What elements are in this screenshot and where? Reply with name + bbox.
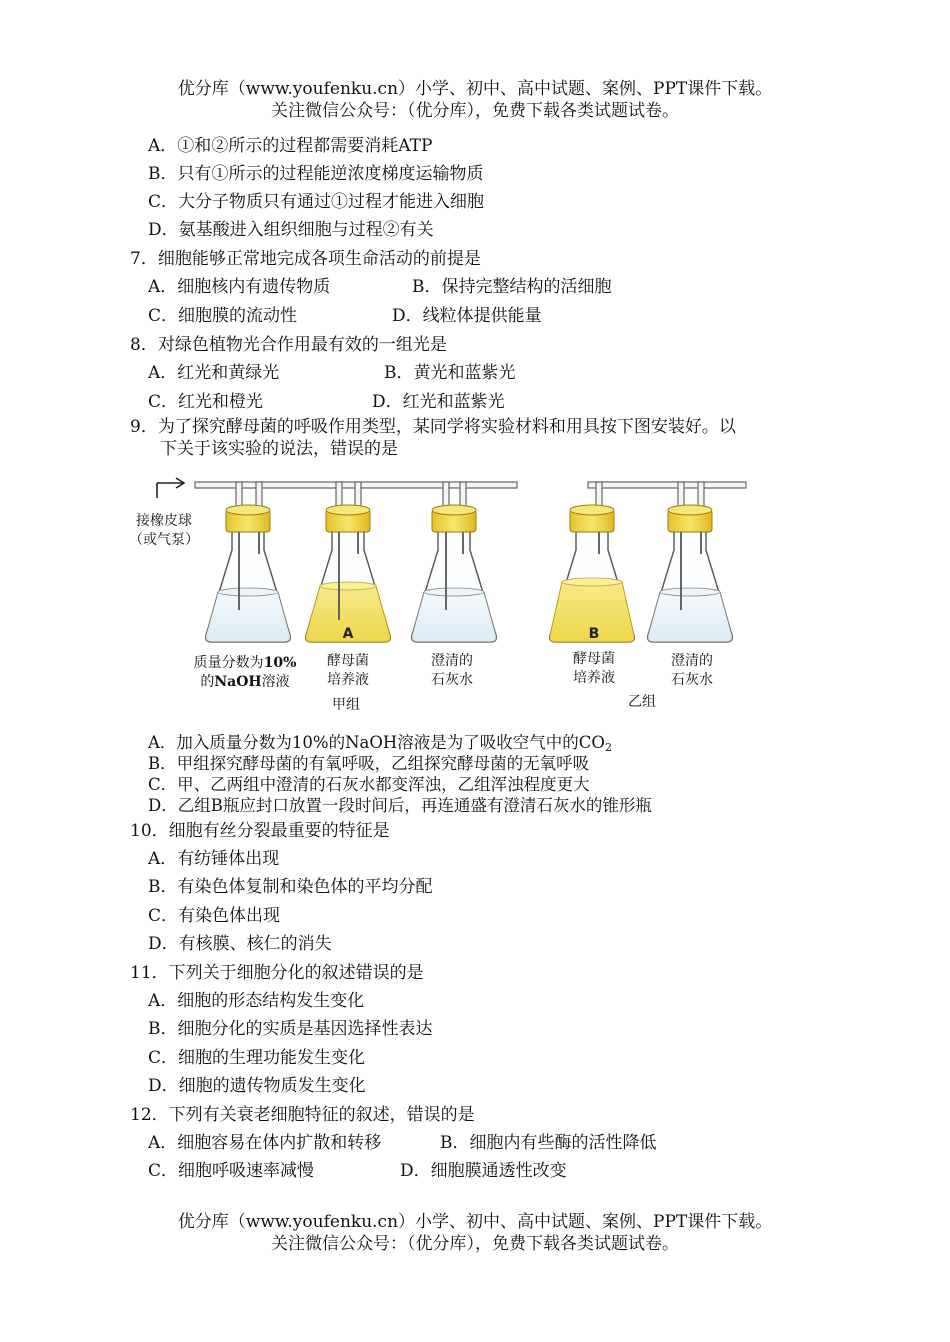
q12-option-a: A．细胞容易在体内扩散和转移 [148,1133,382,1153]
q7-stem: 7．细胞能够正常地完成各项生命活动的前提是 [130,249,481,269]
yeast-a-label-2: 培养液 [327,672,369,688]
q10-stem: 10．细胞有丝分裂最重要的特征是 [130,821,390,841]
flask-a-letter: A [342,626,354,642]
q10-option-d: D．有核膜、核仁的消失 [148,934,332,954]
q9-option-c: C．甲、乙两组中澄清的石灰水都变浑浊，乙组浑浊程度更大 [148,775,590,794]
q10-option-b: B．有染色体复制和染色体的平均分配 [148,877,433,897]
q7-option-d: D．线粒体提供能量 [392,306,542,326]
q11-option-b: B．细胞分化的实质是基因选择性表达 [148,1019,433,1039]
q11-option-a: A．细胞的形态结构发生变化 [148,991,365,1011]
lime-b-label-2: 石灰水 [671,672,713,688]
q9-option-a: A．加入质量分数为10%的NaOH溶液是为了吸收空气中的$CO_2$ [148,733,612,754]
q12-option-b: B．细胞内有些酶的活性降低 [440,1133,657,1153]
group-jia-label: 甲组 [332,697,360,713]
q11-stem: 11．下列关于细胞分化的叙述错误的是 [130,963,424,983]
q8-option-a: A．红光和黄绿光 [148,363,280,383]
q10-option-c: C．有染色体出现 [148,906,281,926]
flask-limewater-jia [412,505,497,642]
q12-option-c: C．细胞呼吸速率减慢 [148,1161,315,1181]
q12-option-d: D．细胞膜通透性改变 [400,1161,567,1181]
flask-b-letter: B [588,626,600,642]
q9-stem-2: 下关于该实验的说法，错误的是 [160,439,398,459]
q8-stem: 8．对绿色植物光合作用最有效的一组光是 [130,335,447,355]
yeast-a-label-1: 酵母菌 [327,653,369,669]
q8-option-c: C．红光和橙光 [148,392,264,412]
q6-option-a: A．①和②所示的过程都需要消耗ATP [148,136,433,156]
q7-option-a: A．细胞核内有遗传物质 [148,277,331,297]
q10-option-a: A．有纺锤体出现 [148,849,280,869]
q8-option-b: B．黄光和蓝紫光 [384,363,516,383]
yeast-b-label-2: 培养液 [573,670,615,686]
flask-limewater-yi [648,505,733,642]
q6-option-c: C．大分子物质只有通过①过程才能进入细胞 [148,192,485,212]
flask-a [306,505,391,642]
footer-line-2: 关注微信公众号：（优分库），免费下载各类试题试卷。 [271,1234,679,1254]
flask-b [550,505,635,642]
footer-line-1: 优分库（www.youfenku.cn）小学、初中、高中试题、案例、PPT课件下载。 [177,1212,773,1232]
q9-stem-1: 9．为了探究酵母菌的呼吸作用类型，某同学将实验材料和用具按下图安装好。以 [130,417,736,437]
lime-a-label-1: 澄清的 [431,653,473,669]
lime-a-label-2: 石灰水 [431,672,473,688]
naoh-label-1: 质量分数为10% [193,655,297,671]
header-line-1: 优分库（www.youfenku.cn）小学、初中、高中试题、案例、PPT课件下载。 [177,79,773,99]
q7-option-c: C．细胞膜的流动性 [148,306,298,326]
arrow-icon [157,478,184,498]
q9-option-d: D．乙组B瓶应封口放置一段时间后，再连通盛有澄清石灰水的锥形瓶 [148,796,652,815]
q7-option-b: B．保持完整结构的活细胞 [412,277,612,297]
q12-stem: 12．下列有关衰老细胞特征的叙述，错误的是 [130,1105,475,1125]
pump-label-2: （或气泵） [129,532,199,548]
yeast-b-label-1: 酵母菌 [573,651,615,667]
flask-naoh [206,505,291,642]
q8-option-d: D．红光和蓝紫光 [372,392,505,412]
q6-option-b: B．只有①所示的过程能逆浓度梯度运输物质 [148,164,484,184]
q11-option-c: C．细胞的生理功能发生变化 [148,1048,366,1068]
pump-label-1: 接橡皮球 [136,513,192,529]
naoh-label-2: 的NaOH溶液 [200,674,290,690]
q9-option-b: B．甲组探究酵母菌的有氧呼吸，乙组探究酵母菌的无氧呼吸 [148,754,590,773]
header-line-2: 关注微信公众号：（优分库），免费下载各类试题试卷。 [271,101,679,121]
q11-option-d: D．细胞的遗传物质发生变化 [148,1076,366,1096]
q6-option-d: D．氨基酸进入组织细胞与过程②有关 [148,220,434,240]
group-yi-label: 乙组 [628,694,656,710]
lime-b-label-1: 澄清的 [671,653,713,669]
